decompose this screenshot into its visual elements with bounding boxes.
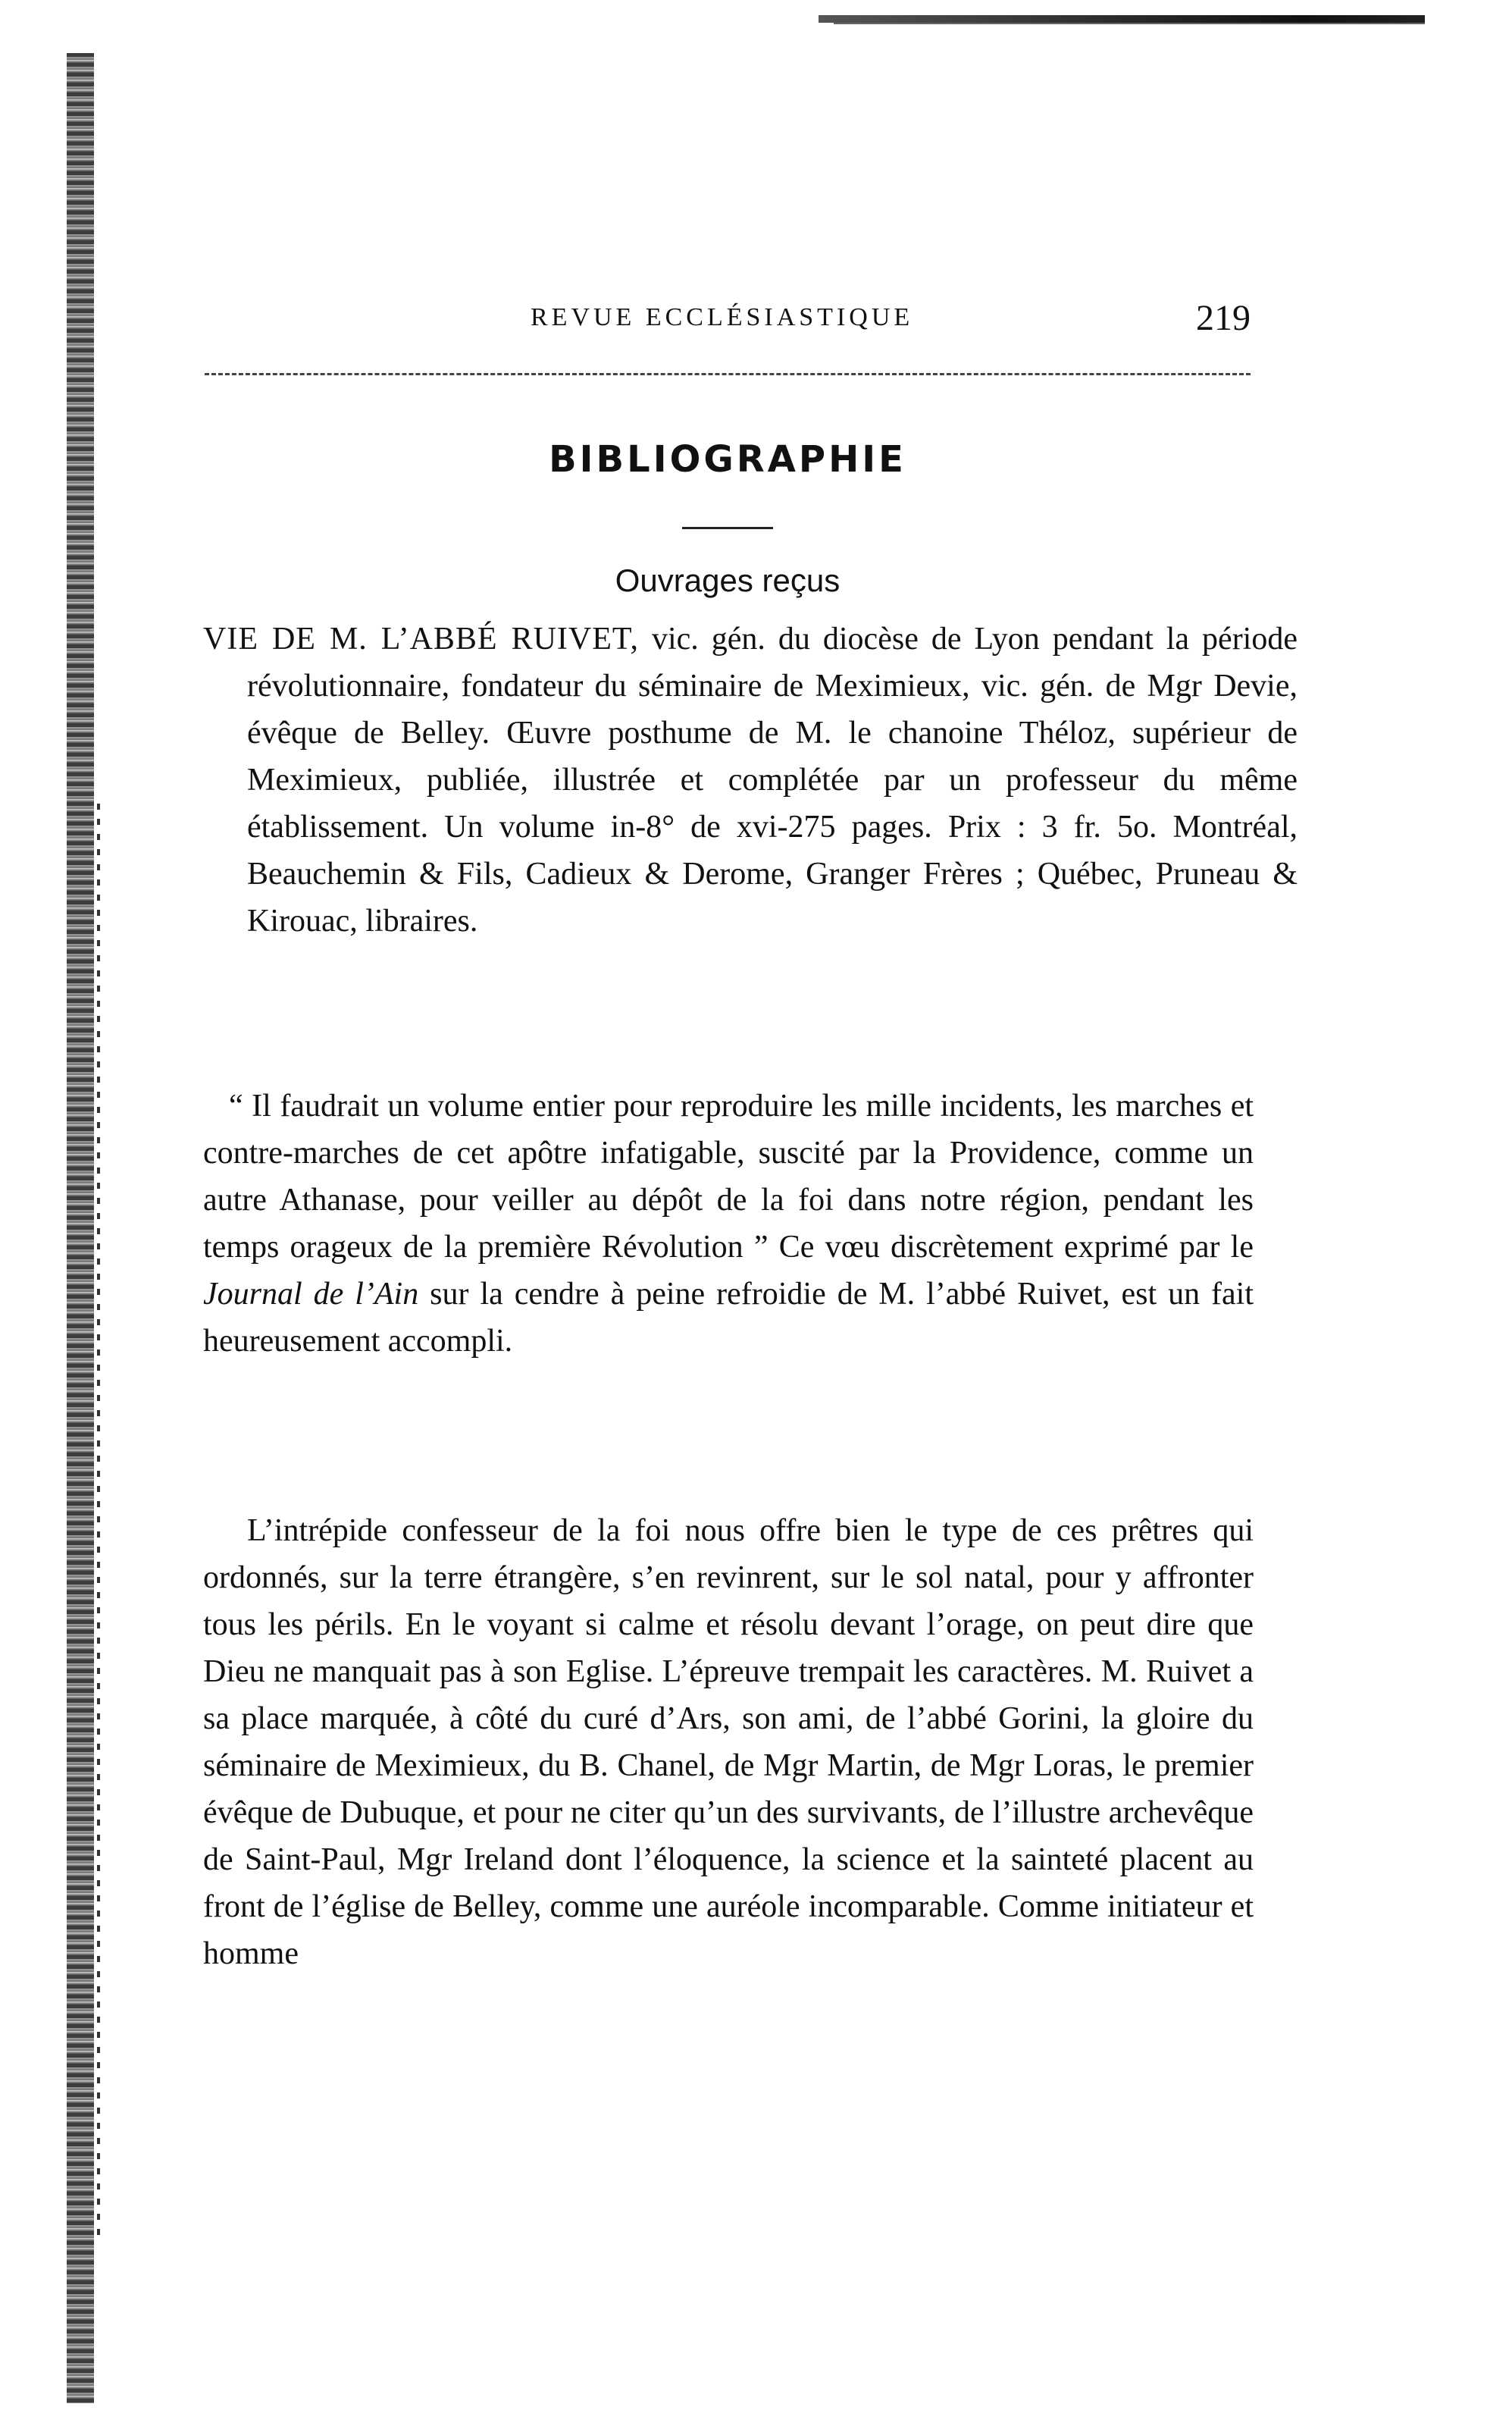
paragraph-2-text: L’intrépide confesseur de la foi nous offre bien le type de ces prêtres qui ordonnés, sur la terre étrangère, s’en revinrent, sur le sol natal, pour y affronter tous les périls. En le voyant si calme et résolu devant l’orage, on peut dire que Dieu ne manquait pas à son Eglise. L’épreuve trempait les caractères. M. Ruivet a sa place marquée, à côté du curé d’Ars, son ami, de l’abbé Gorini, la gloire du séminaire de Meximieux, du B. Chanel, de Mgr Martin, de Mgr Loras, le premier évêque de Dubuque, et pour ne citer qu’un des survivants, de l’illustre archevêque de Saint-Paul, Mgr Ireland dont l’éloquence, la science et la sainteté placent au front de l’église de Belley, comme une auréole incomparable. Comme initiateur et homme bbox=[203, 1513, 1254, 1971]
journal-title: Journal de l’Ain bbox=[203, 1277, 419, 1312]
header-rule bbox=[205, 373, 1251, 375]
scan-edge-mark bbox=[97, 804, 100, 2244]
running-head bbox=[205, 298, 1251, 349]
paragraph-1-text-b: sur la cendre à peine refroidie de M. l’abbé Ruivet, est un fait heureusement accompli. bbox=[203, 1277, 1254, 1359]
running-title: REVUE ECCLÉSIASTIQUE bbox=[531, 303, 914, 331]
bibliography-entry bbox=[203, 616, 1298, 945]
scan-top-rule bbox=[819, 15, 1425, 23]
section-title: BIBLIOGRAPHIE bbox=[549, 438, 906, 481]
scan-binding-edge bbox=[67, 53, 94, 2403]
review-paragraph-1 bbox=[203, 1083, 1254, 1365]
page-number: 219 bbox=[1196, 298, 1251, 338]
scan-top-rule-thin bbox=[834, 23, 1425, 24]
section-subtitle: Ouvrages reçus bbox=[615, 563, 841, 598]
paragraph-1-text-a: “ Il faudrait un volume entier pour reproduire les mille incidents, les marches et contre-marches de cet apôtre infatigable, suscité par la Providence, comme un autre Athanase, pour veiller au dépôt de la foi dans notre région, pendant les temps orageux de la première Révolution ” Ce vœu discrètement exprimé par le bbox=[203, 1089, 1254, 1265]
entry-heading: VIE DE M. L’ABBÉ RUIVET, bbox=[203, 622, 639, 657]
title-rule bbox=[682, 527, 773, 529]
review-paragraph-2 bbox=[203, 1507, 1254, 1977]
entry-text: vic. gén. du diocèse de Lyon pendant la période révolutionnaire, fondateur du séminaire de Meximieux, vic. gén. de Mgr Devie, évêque de Belley. Œuvre posthume de M. le chanoine Théloz, supérieur de Meximieux, publiée, illustrée et complétée par un professeur du même établissement. Un volume in-8° de xvi-275 pages. Prix : 3 fr. 5o. Montréal, Beauchemin & Fils, Cadieux & Derome, Granger Frères ; Québec, Pruneau & Kirouac, libraires. bbox=[247, 622, 1298, 939]
